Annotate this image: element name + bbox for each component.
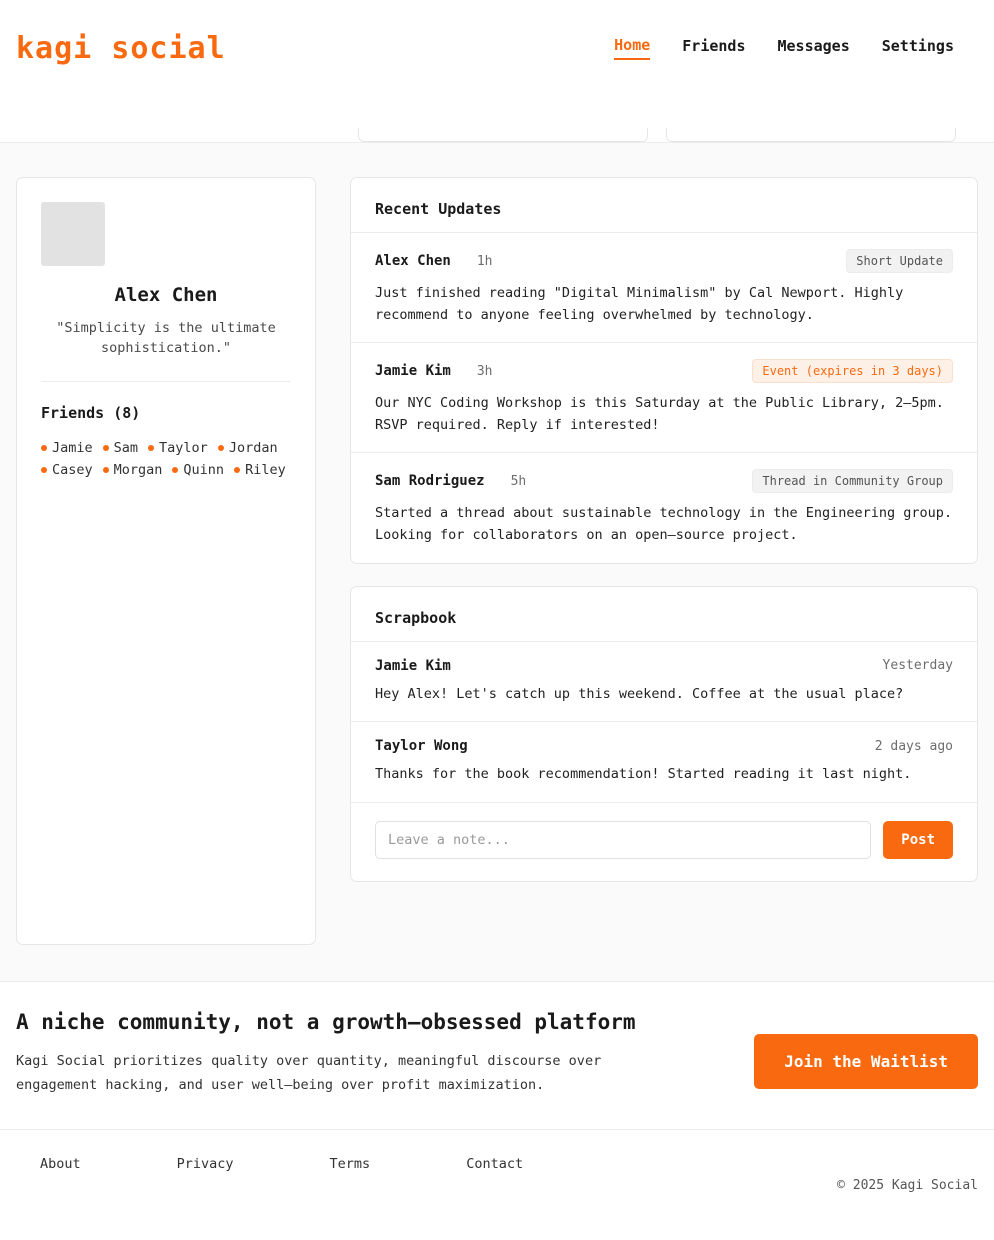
cta-section — [0, 982, 994, 1130]
site-header — [0, 0, 994, 96]
list-item[interactable] — [103, 440, 138, 456]
list-item[interactable] — [41, 440, 93, 456]
post-timestamp: 5h — [510, 473, 527, 489]
footer-link-about[interactable]: About — [40, 1156, 81, 1173]
post-author[interactable]: Alex Chen — [375, 253, 451, 269]
friend-name: Quinn — [183, 461, 225, 478]
status-dot-icon — [218, 445, 224, 451]
status-badge: Short Update — [846, 249, 953, 273]
footer-link-contact[interactable]: Contact — [466, 1156, 524, 1173]
recent-updates-panel — [350, 177, 978, 564]
note-item — [351, 722, 977, 803]
scrolled-cards-strip — [0, 96, 994, 142]
friends-list — [41, 440, 291, 478]
profile-name: Alex Chen — [114, 284, 218, 306]
post-author[interactable]: Jamie Kim — [375, 363, 451, 380]
friend-name: Jamie — [52, 439, 93, 456]
nav-item-friends[interactable]: Friends — [682, 37, 746, 55]
post-header — [375, 249, 953, 273]
note-body: Thanks for the book recommendation! Started reading it last night. — [375, 766, 912, 783]
post-header — [375, 359, 953, 383]
list-item[interactable] — [172, 462, 224, 478]
nav-item-messages[interactable]: Messages — [777, 37, 850, 55]
status-dot-icon — [103, 467, 109, 473]
profile-card — [16, 177, 316, 945]
nav-item-home[interactable]: Home — [614, 36, 650, 60]
recent-updates-title: Recent Updates — [351, 178, 977, 233]
note-header — [375, 738, 953, 754]
profile-divider — [41, 381, 291, 382]
friend-name: Sam — [113, 439, 139, 456]
status-dot-icon — [41, 445, 47, 451]
post-item — [351, 233, 977, 343]
footer-links — [16, 1156, 978, 1172]
site-logo[interactable]: kagi social — [16, 30, 226, 66]
note-author[interactable]: Taylor Wong — [375, 738, 468, 755]
list-item[interactable] — [218, 440, 278, 456]
status-badge: Thread in Community Group — [752, 469, 953, 493]
nav-item-settings[interactable]: Settings — [881, 37, 954, 55]
post-body: Just finished reading "Digital Minimalism" by Cal Newport. Highly recommend to anyone feeling overwhelmed by technology. — [375, 285, 904, 323]
footer-copyright: © 2025 Kagi Social — [837, 1178, 978, 1194]
profile-quote: "Simplicity is the ultimate sophistication." — [56, 320, 276, 357]
list-item[interactable] — [234, 462, 286, 478]
status-dot-icon — [41, 467, 47, 473]
scrapbook-panel — [350, 586, 978, 882]
post-timestamp: 1h — [476, 253, 493, 269]
feed-column — [350, 177, 978, 882]
post-item — [351, 453, 977, 562]
post-note-button[interactable]: Post — [883, 821, 953, 859]
footer-link-privacy[interactable]: Privacy — [176, 1156, 234, 1173]
status-dot-icon — [234, 467, 240, 473]
note-input[interactable] — [375, 821, 871, 859]
list-item[interactable] — [41, 462, 93, 478]
note-author[interactable]: Jamie Kim — [375, 657, 451, 674]
friend-name: Riley — [245, 461, 286, 478]
status-dot-icon — [172, 467, 178, 473]
avatar — [41, 202, 105, 266]
post-item — [351, 343, 977, 453]
cta-text-block — [16, 1010, 636, 1097]
primary-nav — [614, 36, 978, 60]
note-compose-row — [351, 803, 977, 881]
note-header — [375, 658, 953, 674]
friend-name: Jordan — [228, 439, 278, 456]
join-waitlist-button[interactable]: Join the Waitlist — [754, 1034, 978, 1089]
note-item — [351, 642, 977, 723]
friend-name: Morgan — [113, 461, 163, 478]
list-item[interactable] — [148, 440, 208, 456]
site-footer — [0, 1130, 994, 1217]
status-dot-icon — [148, 445, 154, 451]
post-body: Started a thread about sustainable technology in the Engineering group. Looking for collaborators on an open–source project. — [375, 505, 953, 543]
footer-link-terms[interactable]: Terms — [329, 1156, 371, 1173]
partial-card-right — [666, 128, 956, 142]
post-body: Our NYC Coding Workshop is this Saturday at the Public Library, 2–5pm. RSVP required. Reply if interested! — [375, 395, 944, 433]
note-body: Hey Alex! Let's catch up this weekend. Coffee at the usual place? — [375, 685, 904, 702]
post-timestamp: 3h — [476, 363, 493, 379]
status-dot-icon — [103, 445, 109, 451]
note-timestamp: Yesterday — [882, 658, 953, 674]
cta-description: Kagi Social prioritizes quality over quantity, meaningful discourse over engagement hacking, and user well–being over profit maximization. — [16, 1053, 602, 1093]
post-header — [375, 469, 953, 493]
friend-name: Casey — [52, 461, 93, 478]
list-item[interactable] — [103, 462, 163, 478]
note-timestamp: 2 days ago — [874, 738, 953, 754]
partial-card-left — [358, 128, 648, 142]
friends-heading: Friends (8) — [41, 403, 141, 422]
scrapbook-title: Scrapbook — [351, 587, 977, 642]
cta-title: A niche community, not a growth–obsessed platform — [16, 1010, 636, 1034]
main-content — [0, 142, 994, 982]
post-author[interactable]: Sam Rodriguez — [375, 473, 485, 490]
status-badge: Event (expires in 3 days) — [752, 359, 953, 383]
friend-name: Taylor — [159, 439, 208, 456]
